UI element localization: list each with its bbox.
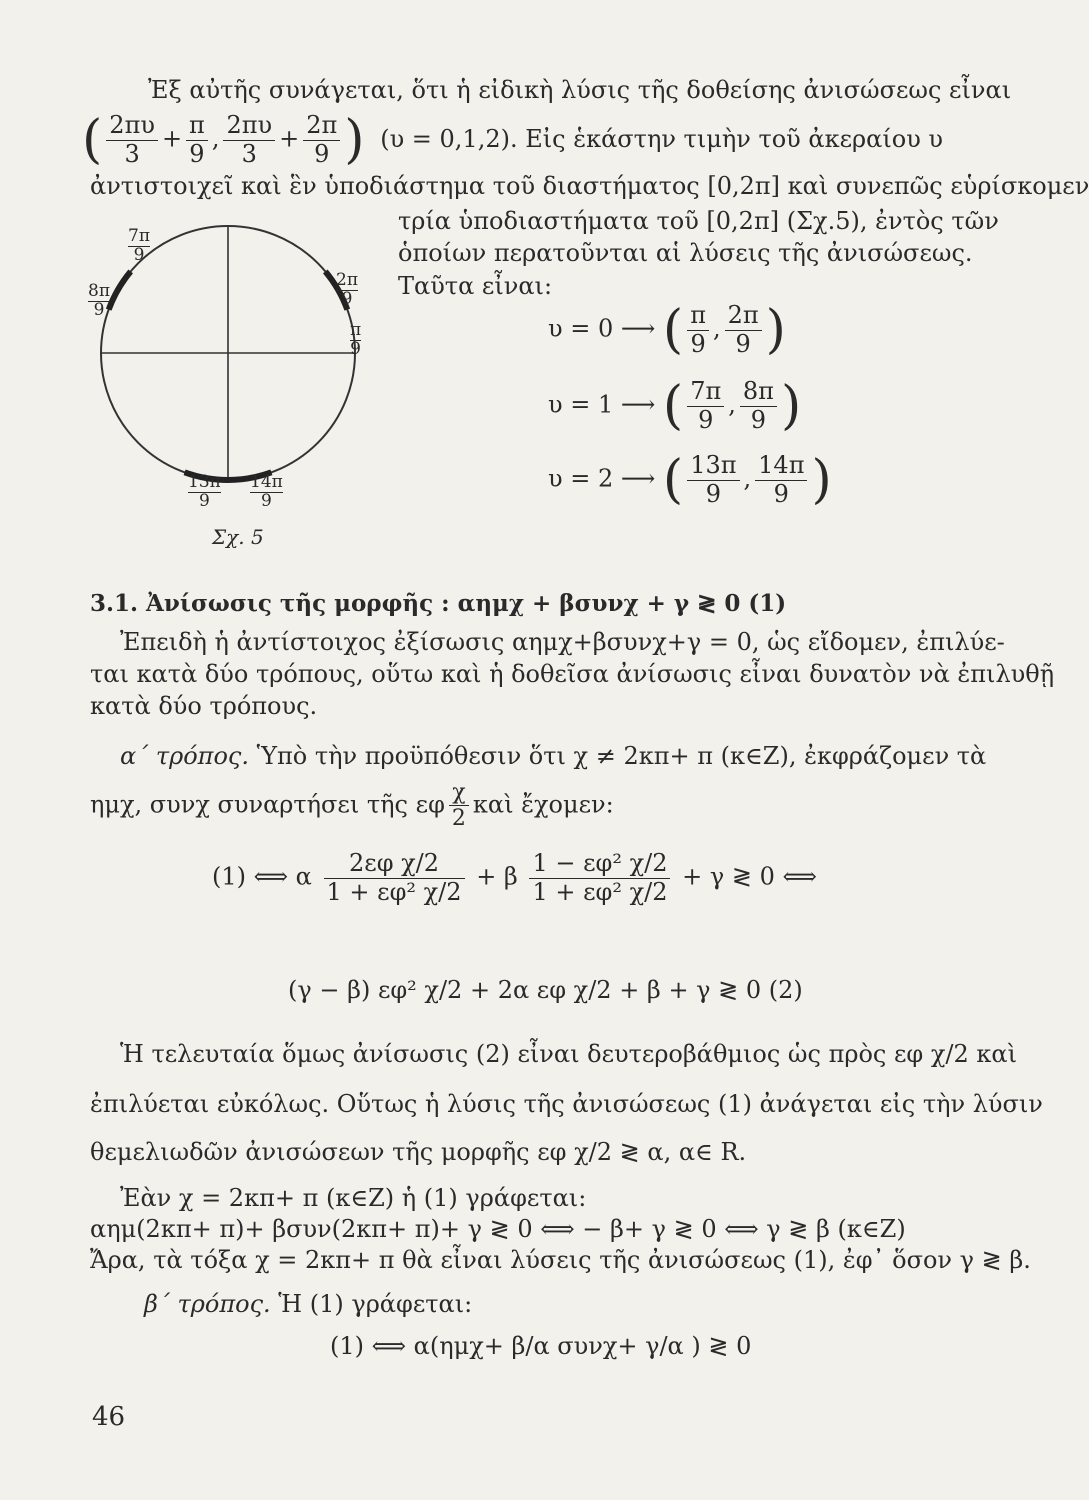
fraction-denominator: 9: [690, 329, 706, 358]
paragraph-line: Ἡ τελευταία ὅμως ἀνίσωσις (2) εἶναι δευτεροβάθμιος ὡς πρὸς εφ χ/2 καὶ: [120, 1040, 1017, 1068]
fraction-denominator: 2: [451, 806, 466, 832]
paragraph-line: Ταῦτα εἶναι:: [398, 272, 553, 300]
label-num: 2π: [336, 270, 358, 290]
fraction-numerator: π: [687, 302, 709, 331]
label-den: 9: [133, 244, 145, 265]
label-pi-9: [350, 322, 361, 359]
method-a-line: [120, 742, 987, 771]
fraction-denominator: 9: [698, 405, 714, 434]
fraction-denominator: 3: [241, 139, 257, 168]
figure-caption: Σχ. 5: [212, 525, 264, 549]
fraction-numerator: 2πυ: [106, 112, 158, 141]
equation-text: + β: [476, 862, 518, 891]
fraction-numerator: χ: [449, 780, 469, 806]
fraction-denominator: 3: [124, 139, 140, 168]
paragraph-line: ὁποίων περατοῦνται αἱ λύσεις τῆς ἀνισώσεως.: [398, 239, 973, 267]
paragraph-line: θεμελιωδῶν ἀνισώσεων τῆς μορφῆς εφ χ/2 ≷ α, α∈ R.: [90, 1138, 747, 1166]
fraction-numerator: π: [186, 112, 208, 141]
fraction-denominator: 9: [705, 479, 721, 508]
fraction-denominator: 9: [735, 329, 751, 358]
close-paren: ): [811, 450, 832, 511]
fraction-numerator: 13π: [687, 452, 739, 481]
case-v1: υ = 1 ⟶ ( $\frac{7\pi}{9}$ , $\frac{8\pi}{9}$ ): [548, 376, 802, 437]
comma: ,: [211, 124, 220, 153]
label-2pi-9: [336, 272, 358, 309]
paragraph-text: καὶ ἔχομεν:: [472, 790, 614, 819]
case-v0: υ = 0 ⟶ ( $\frac{\pi}{9}$ , $\frac{2\pi}{9}$ ): [548, 300, 786, 361]
paragraph-line: Ἄρα, τὰ τόξα χ = 2κπ+ π θὰ εἶναι λύσεις τῆς ἀνισώσεως (1), ἐφ᾽ ὅσον γ ≷ β.: [90, 1246, 1031, 1274]
open-paren: (: [82, 110, 103, 171]
fraction-numerator: 1 − εφ² χ/2: [529, 850, 670, 879]
fraction-numerator: 2πυ: [223, 112, 275, 141]
label-7pi-9: [128, 228, 150, 265]
case-label: υ = 1 ⟶: [548, 390, 656, 419]
close-paren: ): [765, 300, 786, 361]
open-paren: (: [662, 450, 684, 511]
equation-2: (γ − β) εφ² χ/2 + 2α εφ χ/2 + β + γ ≷ 0 (2): [288, 976, 803, 1004]
label-num: 7π: [128, 226, 150, 246]
page-number: 46: [92, 1402, 126, 1432]
equation-text: (1) ⟺ α: [212, 862, 312, 891]
fraction-denominator: 9: [773, 479, 789, 508]
plus-sign: +: [279, 124, 300, 153]
label-num: π: [350, 320, 362, 340]
label-13pi-9: [188, 474, 221, 511]
method-label: β΄ τρόπος.: [144, 1290, 271, 1318]
label-num: 13π: [188, 472, 221, 492]
equation-3: (1) ⟺ α(ημχ+ β/α συνχ+ γ/α ) ≷ 0: [330, 1332, 752, 1360]
plus-sign: +: [161, 124, 183, 153]
fraction-numerator: 2εφ χ/2: [324, 850, 465, 879]
case-v2: υ = 2 ⟶ ( $\frac{13\pi}{9}$ , $\frac{14\pi}{9}$ ): [548, 450, 832, 511]
label-num: 14π: [250, 472, 283, 492]
fraction-numerator: 2π: [303, 112, 340, 141]
paragraph-line: κατὰ δύο τρόπους.: [90, 692, 318, 720]
paragraph-line: Ἐὰν χ = 2κπ+ π (κ∈Z) ἡ (1) γράφεται:: [120, 1184, 587, 1212]
label-den: 9: [350, 338, 361, 359]
label-den: 9: [341, 288, 353, 309]
close-paren: ): [780, 376, 802, 437]
paragraph-line: ἀντιστοιχεῖ καὶ ἓν ὑποδιάστημα τοῦ διαστήματος [0,2π] καὶ συνεπῶς εὑρίσκομεν: [90, 172, 1089, 200]
paragraph-line: Ἐπειδὴ ἡ ἀντίστοιχος ἐξίσωσις αημχ+βσυνχ+γ = 0, ὡς εἴδομεν, ἐπιλύε-: [120, 628, 1005, 656]
fraction-numerator: 7π: [687, 378, 724, 407]
fraction-numerator: 14π: [755, 452, 807, 481]
paragraph-text: Ὑπὸ τὴν προϋπόθεσιν ὅτι χ ≠ 2κπ+ π (κ∈Z), ἐκφράζομεν τὰ: [256, 742, 987, 770]
label-den: 9: [260, 490, 272, 511]
fraction-numerator: 2π: [725, 302, 762, 331]
label-14pi-9: [250, 474, 283, 511]
case-label: υ = 2 ⟶: [548, 464, 656, 493]
arc-interval-1: [109, 271, 131, 309]
paragraph-line: ἐπιλύεται εὐκόλως. Οὕτως ἡ λύσις τῆς ἀνισώσεως (1) ἀνάγεται εἰς τὴν λύσιν: [90, 1090, 1043, 1118]
fraction-denominator: 9: [314, 139, 330, 168]
fraction-denominator: 9: [750, 405, 767, 434]
solution-interval-line: [82, 110, 948, 171]
fraction-denominator: 9: [189, 139, 205, 168]
method-b-line: [144, 1290, 948, 1319]
paragraph-line: [90, 780, 948, 832]
equation-1: [212, 850, 948, 906]
paragraph-text: Ἡ (1) γράφεται:: [278, 1290, 473, 1318]
fraction-denominator: 1 + εφ² χ/2: [326, 877, 462, 906]
equation-text: + γ ≷ 0 ⟺: [682, 862, 817, 891]
fraction-denominator: 1 + εφ² χ/2: [532, 877, 668, 906]
label-den: 9: [198, 490, 210, 511]
method-label: α΄ τρόπος.: [120, 742, 249, 770]
open-paren: (: [662, 376, 684, 437]
close-paren: ): [344, 110, 365, 171]
paragraph-line: τρία ὑποδιαστήματα τοῦ [0,2π] (Σχ.5), ἐντὸς τῶν: [398, 207, 999, 235]
unit-circle-figure: [85, 220, 385, 520]
paragraph-line: ται κατὰ δύο τρόπους, οὕτω καὶ ἡ δοθεῖσα ἀνίσωσις εἶναι δυνατὸν νὰ ἐπιλυθῇ: [90, 660, 1055, 688]
case-label: υ = 0 ⟶: [548, 314, 656, 343]
fraction-numerator: 8π: [740, 378, 777, 407]
label-den: 9: [93, 299, 105, 320]
paragraph-line: Ἐξ αὐτῆς συνάγεται, ὅτι ἡ εἰδικὴ λύσις τῆς δοθείσης ἀνισώσεως εἶναι: [148, 76, 1012, 104]
paragraph-text: ημχ, συνχ συναρτήσει τῆς εφ: [90, 790, 445, 819]
paragraph-line: αημ(2κπ+ π)+ βσυν(2κπ+ π)+ γ ≷ 0 ⟺ − β+ γ ≷ 0 ⟺ γ ≷ β (κ∈Z): [90, 1215, 906, 1243]
label-8pi-9: [88, 283, 110, 320]
label-num: 8π: [88, 281, 110, 301]
section-title: 3.1. Ἀνίσωσις τῆς μορφῆς : αημχ + βσυνχ + γ ≷ 0 (1): [90, 590, 787, 617]
paragraph-text: (υ = 0,1,2). Εἰς ἑκάστην τιμὴν τοῦ ἀκεραίου υ: [380, 124, 944, 153]
open-paren: (: [662, 300, 684, 361]
